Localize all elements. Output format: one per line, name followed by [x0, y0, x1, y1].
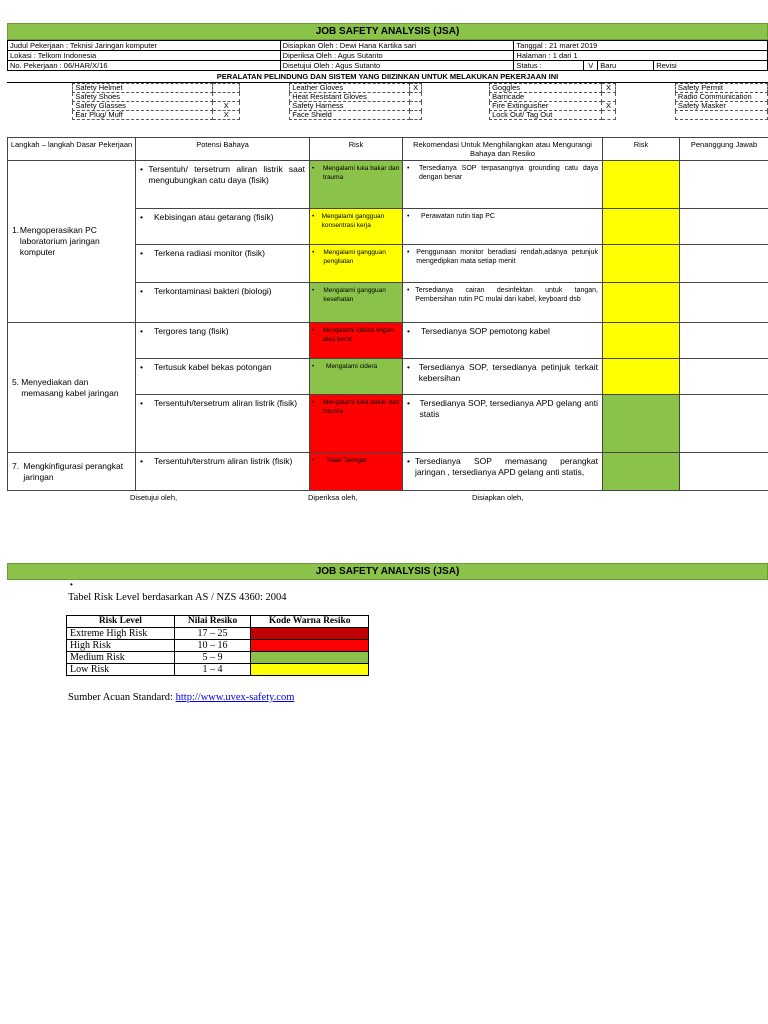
- header-responsible: Penanggung Jawab: [680, 138, 768, 161]
- hazard-text: Terkontaminasi bakteri (biologi): [154, 286, 272, 296]
- bullet: •: [140, 286, 143, 296]
- ppe-header-text: PERALATAN PELINDUNG DAN SISTEM YANG DIIZINKAN UNTUK MELAKUKAN PEKERJAAN INI: [216, 72, 559, 81]
- residual-risk-cell: [603, 161, 680, 209]
- ppe-spacer: [240, 102, 290, 111]
- ppe-spacer: [7, 84, 73, 93]
- responsible-cell: [680, 209, 768, 245]
- jsa-title: JOB SAFETY ANALYSIS (JSA): [315, 26, 460, 37]
- hazard-cell: [136, 323, 310, 359]
- residual-risk-cell: [603, 453, 680, 491]
- recommendation-cell: [403, 283, 603, 323]
- recommendation-cell: [403, 323, 603, 359]
- responsible-cell: [680, 245, 768, 283]
- risk-level-row: [67, 628, 369, 640]
- risk-level-name: Low Risk: [67, 664, 175, 676]
- recommendation-text: Tersedianya cairan desinfektan untuk tangan, Pembersihan rutin PC mulai dari kabel, keyboard dsb: [415, 287, 598, 303]
- ppe-spacer: [616, 93, 676, 102]
- recommendation-text: Tersedianya SOP memasang perangkat jaringan , tersedianya APD gelang anti statis,: [414, 456, 598, 477]
- table-row: [8, 453, 768, 491]
- risk-level-value: 10 – 16: [174, 640, 251, 652]
- ppe-check: X: [602, 84, 616, 93]
- risk-level-row: [67, 640, 369, 652]
- jsa-title-2: JOB SAFETY ANALYSIS (JSA): [315, 566, 460, 577]
- risk-level-name: Extreme High Risk: [67, 628, 175, 640]
- residual-risk-cell: [603, 359, 680, 395]
- hazard-cell: [136, 283, 310, 323]
- status-label: Status :: [514, 61, 584, 71]
- bullet: •: [140, 456, 143, 466]
- location: Lokasi : Telkom Indonesia: [8, 51, 281, 61]
- bullet: •: [312, 399, 315, 406]
- ppe-item: Goggles: [490, 84, 602, 93]
- risk-table-header: [67, 616, 369, 628]
- header-risk-value: Nilai Resiko: [174, 616, 251, 628]
- prepared-by: Disiapkan Oleh : Dewi Hana Kartika sari: [280, 41, 514, 51]
- bullet: •: [407, 249, 410, 256]
- ppe-item: [675, 111, 767, 120]
- step-label: Menyediakan dan memasang kabel jaringan: [21, 376, 119, 398]
- ppe-check: X: [410, 84, 422, 93]
- recommendation-cell: [403, 453, 603, 491]
- ppe-spacer: [7, 102, 73, 111]
- bullet: •: [140, 398, 143, 408]
- bullet: •: [140, 212, 143, 222]
- ppe-item: Safety Glasses: [73, 102, 213, 111]
- ppe-item: Radio Communication: [675, 93, 767, 102]
- bullet: •: [312, 165, 315, 172]
- recommendation-text: Tersedianya SOP pemotong kabel: [421, 326, 550, 336]
- ppe-check: [410, 111, 422, 120]
- ppe-check: [213, 84, 240, 93]
- ppe-item: Safety Masker: [675, 102, 767, 111]
- step-label: Mengkinfigurasi perangkat jaringan: [23, 460, 124, 482]
- recommendation-text: Tersedianya SOP, tersedianya petinjuk terkait kebersihan: [418, 362, 598, 383]
- ppe-spacer: [422, 102, 490, 111]
- bullet-mark: •: [70, 580, 73, 589]
- status-revision: Revisi: [654, 61, 768, 71]
- risk-level-name: Medium Risk: [67, 652, 175, 664]
- hazard-text: Tergores tang (fisik): [154, 326, 229, 336]
- checked-by-signature: Diperiksa oleh,: [308, 493, 358, 502]
- step-number: 5.: [12, 376, 20, 387]
- table-row: [8, 323, 768, 359]
- residual-risk-cell: [603, 395, 680, 453]
- ppe-row: [7, 102, 768, 111]
- responsible-cell: [680, 283, 768, 323]
- risk-text: Mengalami gangguan kesehatan: [323, 287, 386, 303]
- responsible-cell: [680, 453, 768, 491]
- bullet: •: [407, 326, 410, 336]
- recommendation-cell: [403, 395, 603, 453]
- risk-level-table: [66, 615, 369, 676]
- recommendation-text: Penggunaan monitor beradiasi rendah,adanya petunjuk mengedipkan mata setiap menit: [416, 249, 598, 265]
- risk-color-swatch: [251, 628, 369, 640]
- ppe-spacer: [240, 93, 290, 102]
- header-risk-level: Risk Level: [67, 616, 175, 628]
- risk-color-swatch: [251, 652, 369, 664]
- ppe-spacer: [240, 111, 290, 120]
- hazard-text: Tersentuh/terstrum aliran listrik (fisik): [154, 456, 293, 466]
- table-row: [8, 161, 768, 209]
- recommendation-text: Perawatan rutin tiap PC: [421, 213, 495, 220]
- risk-cell: [310, 209, 403, 245]
- ppe-spacer: [7, 111, 73, 120]
- ppe-check: [410, 93, 422, 102]
- ppe-item: Safety Permit: [675, 84, 767, 93]
- risk-text: Mengalami gangguan konsentrasi kerja: [321, 213, 385, 229]
- risk-cell: [310, 359, 403, 395]
- risk-color-swatch: [251, 664, 369, 676]
- jsa-table: [7, 137, 768, 491]
- ppe-item: Safety Harness: [290, 102, 410, 111]
- bullet: •: [140, 326, 143, 336]
- risk-cell: [310, 283, 403, 323]
- ppe-item: Ear Plug/ Muff: [73, 111, 213, 120]
- hazard-cell: [136, 209, 310, 245]
- source-link[interactable]: http://www.uvex-safety.com: [175, 692, 295, 703]
- job-number: No. Pekerjaan : 06/HAR/X/16: [8, 61, 281, 71]
- risk-text: Tidak Teringat: [326, 457, 367, 464]
- hazard-cell: [136, 453, 310, 491]
- bullet: •: [312, 457, 315, 464]
- hazard-cell: [136, 359, 310, 395]
- ppe-check: [602, 93, 616, 102]
- hazard-text: Tertusuk kabel bekas potongan: [154, 362, 272, 372]
- ppe-spacer: [7, 93, 73, 102]
- ppe-check: [602, 111, 616, 120]
- ppe-spacer: [616, 111, 676, 120]
- page-info: Halaman : 1 dari 1: [514, 51, 768, 61]
- bullet: •: [140, 164, 143, 174]
- source-label: Sumber Acuan Standard:: [68, 692, 176, 703]
- ppe-item: Barricade: [490, 93, 602, 102]
- bullet: •: [312, 213, 315, 220]
- date: Tanggal : 21 maret 2019: [514, 41, 768, 51]
- recommendation-cell: [403, 245, 603, 283]
- recommendation-cell: [403, 359, 603, 395]
- recommendation-text: Tersedianya SOP terpasangnya grounding catu daya dengan benar: [418, 165, 598, 181]
- step-label: Mengoperasikan PC laboratorium jaringan komputer: [19, 225, 100, 257]
- header-recommendation: Rekomendasi Untuk Menghilangkan atau Mengurangi Bahaya dan Resiko: [403, 138, 603, 161]
- risk-cell: [310, 323, 403, 359]
- ppe-row: [7, 111, 768, 120]
- risk-text: Mengalami cidera: [326, 363, 378, 370]
- bullet: •: [140, 248, 143, 258]
- ppe-header: [7, 72, 768, 83]
- ppe-check: X: [213, 111, 240, 120]
- risk-cell: [310, 453, 403, 491]
- ppe-check: X: [213, 102, 240, 111]
- ppe-spacer: [422, 93, 490, 102]
- header-hazard: Potensi Bahaya: [136, 138, 310, 161]
- status-check: V: [584, 61, 598, 71]
- source-line: [68, 692, 294, 703]
- ppe-spacer: [422, 84, 490, 93]
- risk-text: Mengalami luka bakar dan trauma: [322, 165, 400, 181]
- step-cell: [8, 323, 136, 453]
- bullet: •: [407, 398, 410, 408]
- bullet: •: [407, 456, 410, 466]
- bullet: •: [312, 249, 315, 256]
- checked-by: Diperiksa Oleh : Agus Sutanto: [280, 51, 514, 61]
- recommendation-text: Tersedianya SOP, tersedianya APD gelang anti statis: [419, 398, 598, 419]
- hazard-cell: [136, 395, 310, 453]
- ppe-item: Lock Out/ Tag Out: [490, 111, 602, 120]
- ppe-check: X: [602, 102, 616, 111]
- jsa-title-bar-2: [7, 563, 768, 580]
- job-title: Judul Pekerjaan : Teknisi Jaringan komputer: [8, 41, 281, 51]
- risk-level-value: 5 – 9: [174, 652, 251, 664]
- ppe-item: Face Shield: [290, 111, 410, 120]
- recommendation-cell: [403, 209, 603, 245]
- risk-level-row: [67, 652, 369, 664]
- risk-table-caption: Tabel Risk Level berdasarkan AS / NZS 4360: 2004: [68, 592, 287, 603]
- bullet: •: [312, 327, 315, 334]
- risk-text: Mengalami gangguan pengliatan: [323, 249, 386, 265]
- ppe-row: [7, 93, 768, 102]
- ppe-spacer: [240, 84, 290, 93]
- responsible-cell: [680, 323, 768, 359]
- risk-color-swatch: [251, 640, 369, 652]
- approved-by: Disetujui Oleh : Agus Sutanto: [280, 61, 514, 71]
- ppe-item: Heat Resistant Gloves: [290, 93, 410, 102]
- recommendation-cell: [403, 161, 603, 209]
- residual-risk-cell: [603, 283, 680, 323]
- ppe-spacer: [616, 102, 676, 111]
- hazard-text: Tersentuh/ tersetrum aliran listrik saat mengubungkan catu daya (fisik): [148, 164, 305, 185]
- ppe-spacer: [616, 84, 676, 93]
- risk-text: Mengalami luka bakar dan trauma: [322, 399, 400, 415]
- risk-level-name: High Risk: [67, 640, 175, 652]
- hazard-text: Tersentuh/tersetrum aliran listrik (fisik): [154, 398, 298, 408]
- residual-risk-cell: [603, 245, 680, 283]
- risk-cell: [310, 395, 403, 453]
- hazard-text: Terkena radiasi monitor (fisik): [154, 248, 266, 258]
- hazard-cell: [136, 245, 310, 283]
- responsible-cell: [680, 161, 768, 209]
- ppe-row: [7, 84, 768, 93]
- bullet: •: [407, 165, 410, 172]
- risk-text: Mengalami cidera ringan atau berat: [322, 327, 394, 343]
- ppe-item: Leather Gloves: [290, 84, 410, 93]
- bullet: •: [407, 287, 410, 294]
- responsible-cell: [680, 395, 768, 453]
- step-cell: [8, 161, 136, 323]
- approved-by-signature: Disetujui oleh,: [130, 493, 178, 502]
- header-risk-color: Kode Warna Resiko: [251, 616, 369, 628]
- ppe-check: [410, 102, 422, 111]
- residual-risk-cell: [603, 209, 680, 245]
- ppe-item: Fire Extinguisher: [490, 102, 602, 111]
- bullet: •: [407, 213, 410, 220]
- risk-cell: [310, 161, 403, 209]
- hazard-text: Kebisingan atau getarang (fisik): [154, 212, 274, 222]
- header-risk: Risk: [310, 138, 403, 161]
- ppe-check: [213, 93, 240, 102]
- risk-level-value: 17 – 25: [174, 628, 251, 640]
- ppe-table: [7, 83, 768, 120]
- responsible-cell: [680, 359, 768, 395]
- bullet: •: [312, 363, 315, 370]
- ppe-item: Safety Shoes: [73, 93, 213, 102]
- hazard-cell: [136, 161, 310, 209]
- ppe-spacer: [422, 111, 490, 120]
- bullet: •: [140, 362, 143, 372]
- header-steps: Langkah – langkah Dasar Pekerjaan: [8, 138, 136, 161]
- header-residual-risk: Risk: [603, 138, 680, 161]
- risk-cell: [310, 245, 403, 283]
- residual-risk-cell: [603, 323, 680, 359]
- bullet: •: [312, 287, 315, 294]
- step-cell: [8, 453, 136, 491]
- status-new: Baru: [598, 61, 654, 71]
- jsa-title-bar: [7, 23, 768, 40]
- bullet: •: [407, 362, 410, 372]
- prepared-by-signature: Disiapkan oleh,: [472, 493, 524, 502]
- risk-level-row: [67, 664, 369, 676]
- risk-level-value: 1 – 4: [174, 664, 251, 676]
- step-number: 1.: [12, 225, 20, 235]
- ppe-item: Safety Helmet: [73, 84, 213, 93]
- info-table: [7, 40, 768, 71]
- step-number: 7.: [12, 460, 20, 471]
